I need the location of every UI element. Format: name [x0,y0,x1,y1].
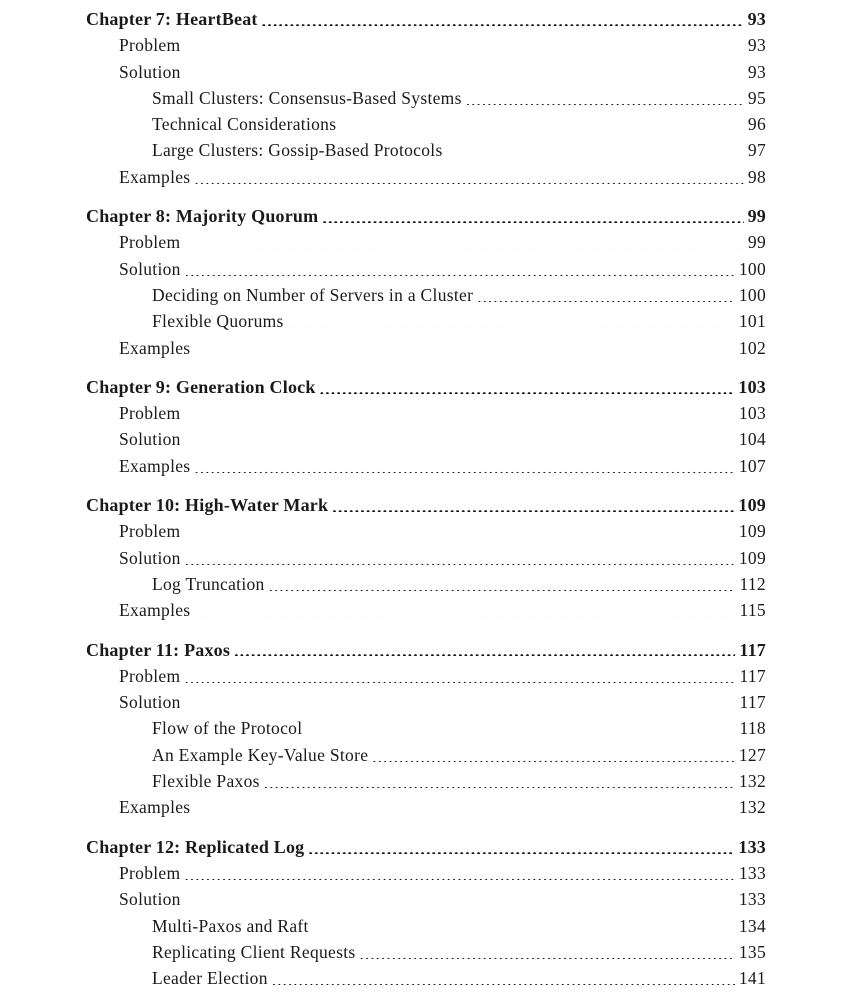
section-entry-page-number: 115 [739,600,766,621]
chapter-entry-title: Chapter 9: Generation Clock [86,376,316,397]
section-entry-title: Solution [119,61,181,82]
section-entry[interactable] [86,886,766,912]
section-entry-title: Solution [119,429,181,450]
chapter-block [86,492,766,623]
section-entry[interactable] [86,335,766,361]
subsection-entry-page-number: 134 [738,915,766,936]
section-entry-page-number: 98 [747,166,766,187]
section-entry[interactable] [86,689,766,715]
subsection-entry-title: Flexible Quorums [152,311,284,332]
chapter-block [86,374,766,479]
dot-leader [185,547,735,565]
chapter-entry-page-number: 109 [738,495,766,516]
section-entry[interactable] [86,400,766,426]
chapter-entry[interactable] [86,203,766,229]
dot-leader [184,521,734,539]
section-entry-page-number: 93 [747,35,766,56]
dot-leader [340,114,744,132]
chapter-block [86,637,766,821]
section-entry-page-number: 132 [738,797,766,818]
dot-leader [185,258,735,276]
section-entry-title: Problem [119,35,181,56]
subsection-entry-title: An Example Key-Value Store [152,744,369,765]
section-entry-page-number: 104 [738,429,766,450]
chapter-entry-title: Chapter 12: Replicated Log [86,836,305,857]
dot-leader [184,35,743,53]
dot-leader [322,205,743,223]
chapter-entry-page-number: 133 [738,836,766,857]
section-entry-page-number: 103 [738,403,766,424]
chapter-entry-page-number: 103 [738,376,766,397]
section-entry-page-number: 99 [747,232,766,253]
dot-leader [194,797,734,815]
dot-leader [306,718,735,736]
chapter-entry-title: Chapter 10: High-Water Mark [86,495,329,516]
section-entry-title: Solution [119,258,181,279]
section-entry-title: Solution [119,547,181,568]
dot-leader [308,836,734,854]
subsection-entry-title: Deciding on Number of Servers in a Cluster [152,284,474,305]
section-entry[interactable] [86,860,766,886]
chapter-entry[interactable] [86,637,766,663]
section-entry-title: Solution [119,692,181,713]
section-entry[interactable] [86,32,766,58]
section-entry-title: Problem [119,665,181,686]
dot-leader [288,311,735,329]
section-entry[interactable] [86,164,766,190]
section-entry[interactable] [86,229,766,255]
subsection-entry-page-number: 118 [739,718,766,739]
dot-leader [185,429,735,447]
subsection-entry-title: Small Clusters: Consensus-Based Systems [152,87,462,108]
subsection-entry-page-number: 132 [738,771,766,792]
section-entry[interactable] [86,597,766,623]
subsection-entry-page-number: 127 [738,744,766,765]
chapter-block [86,203,766,361]
dot-leader [194,166,743,184]
subsection-entry-title: Multi-Paxos and Raft [152,915,309,936]
chapter-entry-title: Chapter 7: HeartBeat [86,9,258,29]
subsection-entry[interactable] [86,85,766,111]
subsection-entry-title: Flexible Paxos [152,771,260,792]
dot-leader [184,403,734,421]
section-entry[interactable] [86,59,766,85]
dot-leader [262,8,744,26]
section-entry[interactable] [86,663,766,689]
dot-leader [185,692,736,710]
dot-leader [313,915,735,933]
section-entry-title: Examples [119,600,191,621]
section-entry-title: Problem [119,521,181,542]
section-entry-page-number: 117 [739,692,766,713]
subsection-entry-page-number: 95 [747,87,766,108]
dot-leader [447,140,744,158]
section-entry-title: Examples [119,337,191,358]
subsection-entry[interactable] [86,913,766,939]
dot-leader [184,665,735,683]
section-entry[interactable] [86,545,766,571]
section-entry-title: Solution [119,889,181,910]
table-of-contents [86,6,766,1004]
chapter-entry-page-number: 93 [747,9,766,29]
section-entry-title: Examples [119,455,191,476]
dot-leader [320,376,735,394]
subsection-entry[interactable] [86,571,766,597]
chapter-block [86,834,766,992]
chapter-entry[interactable] [86,6,766,32]
section-entry-page-number: 109 [738,521,766,542]
section-entry-page-number: 102 [738,337,766,358]
subsection-entry[interactable] [86,965,766,991]
subsection-entry-page-number: 97 [747,140,766,161]
subsection-entry[interactable] [86,308,766,334]
dot-leader [194,455,734,473]
section-entry-title: Problem [119,862,181,883]
section-entry-page-number: 117 [739,665,766,686]
dot-leader [466,87,744,105]
section-entry-title: Problem [119,232,181,253]
section-entry[interactable] [86,256,766,282]
section-entry-page-number: 93 [747,61,766,82]
section-entry-page-number: 109 [738,547,766,568]
subsection-entry[interactable] [86,768,766,794]
subsection-entry[interactable] [86,111,766,137]
section-entry[interactable] [86,794,766,820]
subsection-entry[interactable] [86,742,766,768]
dot-leader [185,61,744,79]
dot-leader [272,967,735,985]
subsection-entry-title: Flow of the Protocol [152,718,303,739]
chapter-block [86,6,766,190]
subsection-entry-page-number: 135 [738,941,766,962]
dot-leader [234,638,735,656]
section-entry-page-number: 107 [738,455,766,476]
subsection-entry-page-number: 96 [747,114,766,135]
chapter-entry-page-number: 99 [747,206,766,227]
section-entry-page-number: 133 [738,889,766,910]
section-entry[interactable] [86,426,766,452]
dot-leader [332,494,734,512]
chapter-entry[interactable] [86,834,766,860]
dot-leader [184,232,743,250]
subsection-entry[interactable] [86,939,766,965]
dot-leader [184,862,734,880]
section-entry[interactable] [86,453,766,479]
dot-leader [264,770,735,788]
subsection-entry-title: Large Clusters: Gossip-Based Protocols [152,140,443,161]
section-entry-title: Examples [119,797,191,818]
dot-leader [194,337,734,355]
section-entry[interactable] [86,518,766,544]
subsection-entry[interactable] [86,282,766,308]
dot-leader [372,744,735,762]
section-entry-title: Examples [119,166,191,187]
dot-leader [269,573,736,591]
subsection-entry-page-number: 141 [738,968,766,989]
subsection-entry-title: Log Truncation [152,573,265,594]
chapter-entry[interactable] [86,374,766,400]
subsection-entry-title: Technical Considerations [152,114,337,135]
dot-leader [360,941,735,959]
chapter-entry-title: Chapter 8: Majority Quorum [86,206,319,227]
section-entry-title: Problem [119,403,181,424]
chapter-entry-title: Chapter 11: Paxos [86,639,231,660]
subsection-entry-page-number: 112 [739,573,766,594]
dot-leader [477,284,735,302]
subsection-entry-title: Replicating Client Requests [152,941,356,962]
section-entry-page-number: 100 [738,258,766,279]
chapter-entry-page-number: 117 [739,639,766,660]
chapter-entry[interactable] [86,492,766,518]
subsection-entry[interactable] [86,137,766,163]
section-entry-page-number: 133 [738,862,766,883]
dot-leader [194,600,735,618]
subsection-entry-page-number: 101 [738,311,766,332]
dot-leader [185,889,735,907]
subsection-entry-page-number: 100 [738,284,766,305]
subsection-entry-title: Leader Election [152,968,268,989]
subsection-entry[interactable] [86,715,766,741]
